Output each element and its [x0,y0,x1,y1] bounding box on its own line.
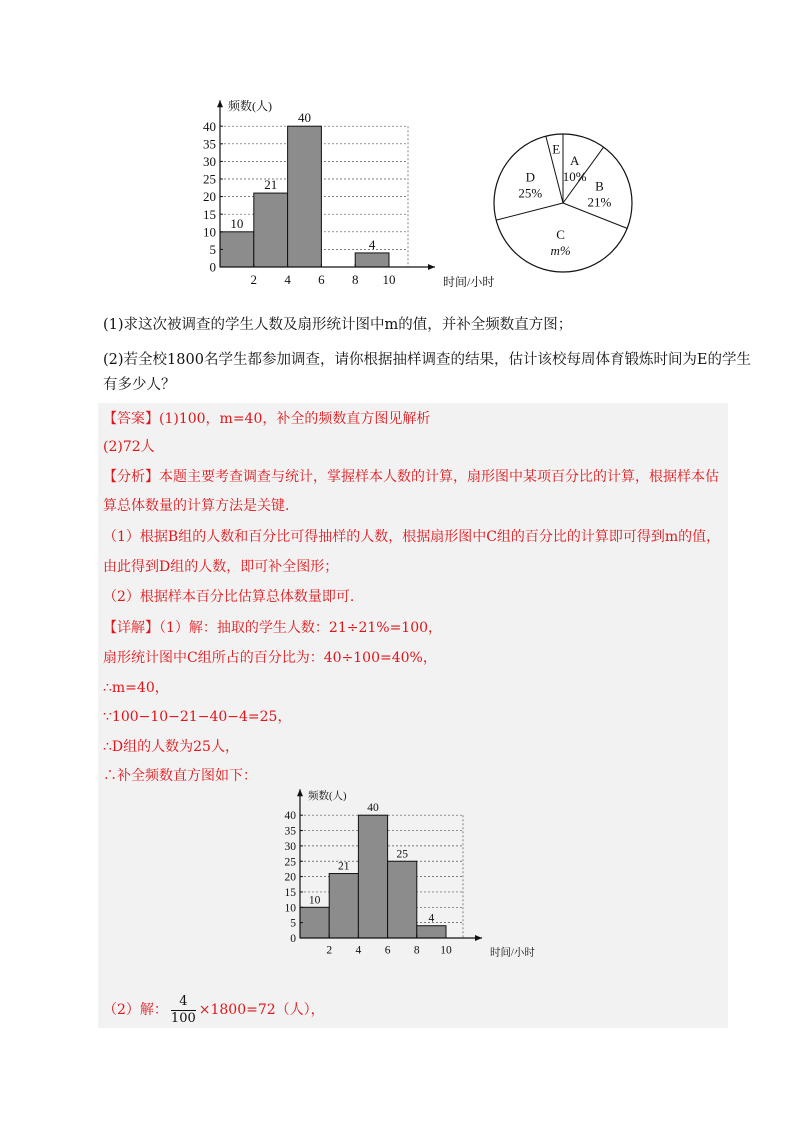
detail-3: ∴m=40， [103,680,169,696]
y-tick-label: 20 [203,189,216,205]
analysis-line1 [103,467,719,487]
x-tick-label: 10 [382,272,396,287]
histogram-bar [358,815,387,938]
fraction [171,994,196,1027]
pie-slice-name: A [570,152,580,168]
bar-value-label: 25 [396,848,408,861]
y-tick-label: 5 [290,917,296,930]
detail-2: 扇形统计图中C组所占的百分比为：40÷100=40%， [103,650,437,666]
histogram-bar [300,907,329,938]
question-2-line1: (2)若全校1800名学生都参加调查，请你根据抽样调查的结果，估计该校每周体育锻炼时间为E的学生 [103,352,752,368]
x-tick-label: 10 [440,944,452,957]
y-tick-label: 40 [284,810,296,823]
histogram-bar [329,874,358,938]
detail-4: ∵100−10−21−40−4=25， [103,709,292,725]
y-tick-label: 15 [284,886,296,899]
pie-slice-name: B [595,178,604,194]
y-axis-label: 频数(人) [228,99,272,114]
bar-value-label: 21 [338,860,350,873]
histogram-bar [220,232,254,267]
answer-line [103,409,430,429]
y-tick-label: 35 [203,136,216,152]
answer-1: (1)100，m=40，补全的频数直方图见解析 [159,411,431,427]
analysis-tag: 【分析】 [103,469,159,485]
bar-value-label: 40 [298,110,311,126]
x-tick-label: 6 [384,944,391,957]
histogram-completed [268,782,568,962]
detail-5: ∴D组的人数为25人， [103,739,239,755]
x-tick-label: 8 [351,272,359,287]
y-tick-label: 0 [290,933,296,946]
bar-value-label: 40 [367,802,379,815]
y-tick-label: 25 [203,171,216,187]
y-tick-label: 0 [209,259,216,275]
pie-slice-name: E [552,141,561,157]
bar-value-label: 21 [264,177,278,193]
fraction-denominator: 100 [170,1010,196,1026]
histogram-bar [288,126,322,267]
pie-chart [488,128,638,278]
step-2: （2）根据样本百分比估算总体数量即可. [103,589,355,605]
y-axis-arrow [217,100,223,107]
detail-line1 [103,618,442,638]
bar-value-label: 4 [428,912,435,925]
fraction-numerator: 4 [171,994,196,1011]
bar-value-label: 10 [230,215,244,231]
y-tick-label: 25 [284,856,296,869]
pie-slice-value: 10% [562,168,587,184]
histogram-original [195,88,505,298]
histogram-bar [417,926,446,938]
y-tick-label: 5 [209,241,216,257]
bar-value-label: 4 [368,236,376,252]
question-1: (1)求这次被调查的学生人数及扇形统计图中m的值，并补全频数直方图； [103,317,573,333]
histogram-bar [355,253,389,267]
final-prefix: （2）解： [103,1002,168,1018]
detail-text1: （1）解：抽取的学生人数：21÷21%=100， [159,620,443,636]
pie-slice-name: D [525,169,536,185]
y-axis-arrow [297,789,303,796]
question-2-line2: 有多少人？ [103,377,176,393]
x-tick-label: 2 [250,272,258,287]
y-axis-label: 频数(人) [308,791,347,803]
answer-2: (2)72人 [103,439,155,455]
x-axis-label: 时间/小时 [443,275,495,289]
pie-slice-value: m% [550,242,571,258]
final-expression: ×1800=72（人）， [198,1002,325,1018]
y-tick-label: 20 [284,871,296,884]
step-1a: （1）根据B组的人数和百分比可得抽样的人数，根据扇形图中C组的百分比的计算即可得到m的值， [103,529,721,545]
x-axis-arrow [475,935,482,941]
x-axis-label: 时间/小时 [490,947,535,959]
y-tick-label: 40 [203,118,216,134]
x-tick-label: 4 [284,272,291,287]
pie-slice-name: C [556,226,565,242]
y-tick-label: 10 [284,902,296,915]
answer-tag: 【答案】 [103,411,159,427]
bar-value-label: 10 [308,894,321,907]
pie-slice-value: 21% [587,194,612,210]
detail-6: ∴补全频数直方图如下： [103,768,257,784]
y-tick-label: 30 [284,840,296,853]
detail-tag: 【详解】 [103,620,159,636]
x-tick-label: 6 [318,272,325,287]
y-tick-label: 30 [203,153,216,169]
y-tick-label: 35 [284,825,296,838]
histogram-bar [388,861,417,938]
x-tick-label: 2 [326,944,333,957]
step-1b: 由此得到D组的人数，即可补全图形； [103,559,339,575]
x-tick-label: 8 [413,944,420,957]
analysis-text1: 本题主要考查调查与统计，掌握样本人数的计算，扇形图中某项百分比的计算，根据样本估 [159,469,719,485]
x-axis-arrow [428,264,435,270]
x-tick-label: 4 [355,944,362,957]
final-line [103,992,325,1028]
pie-slice-value: 25% [518,185,543,201]
analysis-line2: 算总体数量的计算方法是关键. [103,498,290,514]
y-tick-label: 10 [203,224,216,240]
y-tick-label: 15 [203,206,216,222]
histogram-bar [254,193,288,267]
